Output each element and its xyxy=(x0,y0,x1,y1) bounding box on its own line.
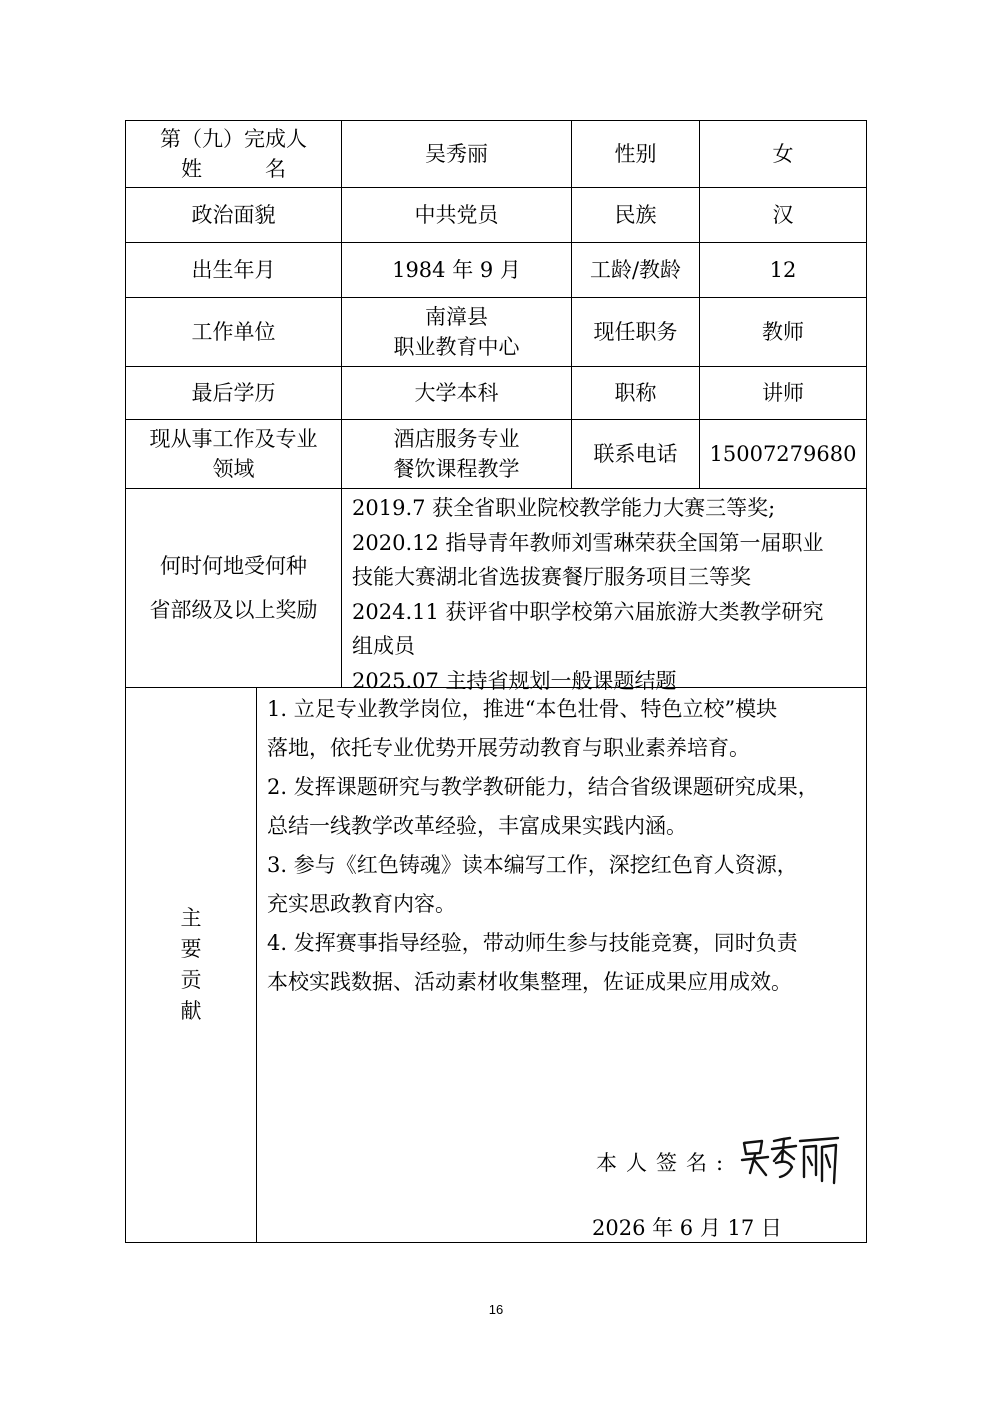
field-label-cell xyxy=(125,419,342,489)
name-value-cell xyxy=(341,120,572,188)
gender-label: 性别 xyxy=(614,142,657,166)
phone-value: 15007279680 xyxy=(709,442,857,466)
page-number: 16 xyxy=(488,1302,504,1317)
political-value: 中共党员 xyxy=(414,203,499,227)
field-label-line1: 现从事工作及专业 xyxy=(149,427,318,451)
awards-label-line2: 省部级及以上奖励 xyxy=(149,598,318,622)
awards-value-cell xyxy=(341,488,867,693)
gender-value: 女 xyxy=(772,142,794,166)
awards-line: 2024.11 获评省中职学校第六届旅游大类教学研究 xyxy=(352,599,824,624)
years-value: 12 xyxy=(769,258,797,282)
awards-label-cell xyxy=(125,488,342,688)
signature-date: 2026 年 6 月 17 日 xyxy=(592,1216,782,1240)
ethnic-value: 汉 xyxy=(772,203,794,227)
contrib-line: 总结一线教学改革经验，丰富成果实践内涵。 xyxy=(267,814,687,838)
field-value-line1: 酒店服务专业 xyxy=(393,427,520,451)
name-value: 吴秀丽 xyxy=(425,142,488,166)
personnel-form-table xyxy=(125,120,867,1243)
workplace-value-line1: 南漳县 xyxy=(425,305,488,329)
post-value-cell xyxy=(699,297,867,367)
contrib-label-char: 主 xyxy=(180,906,202,930)
ethnic-label: 民族 xyxy=(614,203,657,227)
awards-line: 技能大赛湖北省选拔赛餐厅服务项目三等奖 xyxy=(352,565,751,589)
gender-value-cell xyxy=(699,120,867,188)
workplace-value-line2: 职业教育中心 xyxy=(393,335,520,359)
post-label: 现任职务 xyxy=(593,320,678,344)
name-label-line2: 姓 名 xyxy=(181,157,286,181)
ethnic-value-cell xyxy=(699,187,867,243)
contrib-line: 3. 参与《红色铸魂》读本编写工作，深挖红色育人资源， xyxy=(267,853,798,877)
field-value-cell xyxy=(341,419,572,489)
title-value-cell xyxy=(699,366,867,420)
awards-label-line1: 何时何地受何种 xyxy=(160,554,307,578)
contrib-line: 充实思政教育内容。 xyxy=(267,892,456,916)
political-label-cell xyxy=(125,187,342,243)
title-value: 讲师 xyxy=(762,381,804,405)
education-value: 大学本科 xyxy=(414,381,499,405)
workplace-label: 工作单位 xyxy=(191,320,276,344)
birth-value: 1984 年 9 月 xyxy=(392,258,521,282)
title-label: 职称 xyxy=(614,381,657,405)
contrib-label-char: 贡 xyxy=(180,968,202,992)
birth-value-cell xyxy=(341,242,572,298)
workplace-value-cell xyxy=(341,297,572,367)
education-label-cell xyxy=(125,366,342,420)
post-label-cell xyxy=(571,297,700,367)
education-value-cell xyxy=(341,366,572,420)
awards-line: 2025.07 主持省规划一般课题结题 xyxy=(352,668,677,693)
handwritten-signature xyxy=(738,1133,843,1188)
years-label: 工龄/教龄 xyxy=(589,258,682,282)
contrib-label-char: 要 xyxy=(180,937,202,961)
gender-label-cell xyxy=(571,120,700,188)
workplace-label-cell xyxy=(125,297,342,367)
field-label-line2: 领域 xyxy=(212,457,255,481)
contrib-line: 本校实践数据、活动素材收集整理，佐证成果应用成效。 xyxy=(267,970,792,994)
post-value: 教师 xyxy=(762,320,804,344)
field-value-line2: 餐饮课程教学 xyxy=(393,457,520,481)
years-label-cell xyxy=(571,242,700,298)
contrib-line: 4. 发挥赛事指导经验，带动师生参与技能竞赛，同时负责 xyxy=(267,931,798,955)
phone-label: 联系电话 xyxy=(593,442,678,466)
title-label-cell xyxy=(571,366,700,420)
contrib-line: 落地，依托专业优势开展劳动教育与职业素养培育。 xyxy=(267,736,750,760)
contrib-line: 1. 立足专业教学岗位，推进“本色壮骨、特色立校”模块 xyxy=(267,697,778,721)
phone-value-cell xyxy=(699,419,867,489)
signature-label: 本人签名: xyxy=(596,1151,733,1175)
contrib-label-char: 献 xyxy=(180,999,202,1023)
phone-label-cell xyxy=(571,419,700,489)
birth-label-cell xyxy=(125,242,342,298)
education-label: 最后学历 xyxy=(191,381,276,405)
name-label-cell xyxy=(125,120,342,188)
name-label-line1: 第（九）完成人 xyxy=(160,127,307,151)
contrib-label-cell xyxy=(125,687,257,1243)
awards-line: 2020.12 指导青年教师刘雪琳荣获全国第一届职业 xyxy=(352,530,824,555)
years-value-cell xyxy=(699,242,867,298)
political-value-cell xyxy=(341,187,572,243)
ethnic-label-cell xyxy=(571,187,700,243)
contrib-line: 2. 发挥课题研究与教学教研能力，结合省级课题研究成果， xyxy=(267,775,819,799)
birth-label: 出生年月 xyxy=(191,258,276,282)
awards-line: 2019.7 获全省职业院校教学能力大赛三等奖; xyxy=(352,496,776,520)
political-label: 政治面貌 xyxy=(191,203,276,227)
awards-line: 组成员 xyxy=(352,634,415,658)
